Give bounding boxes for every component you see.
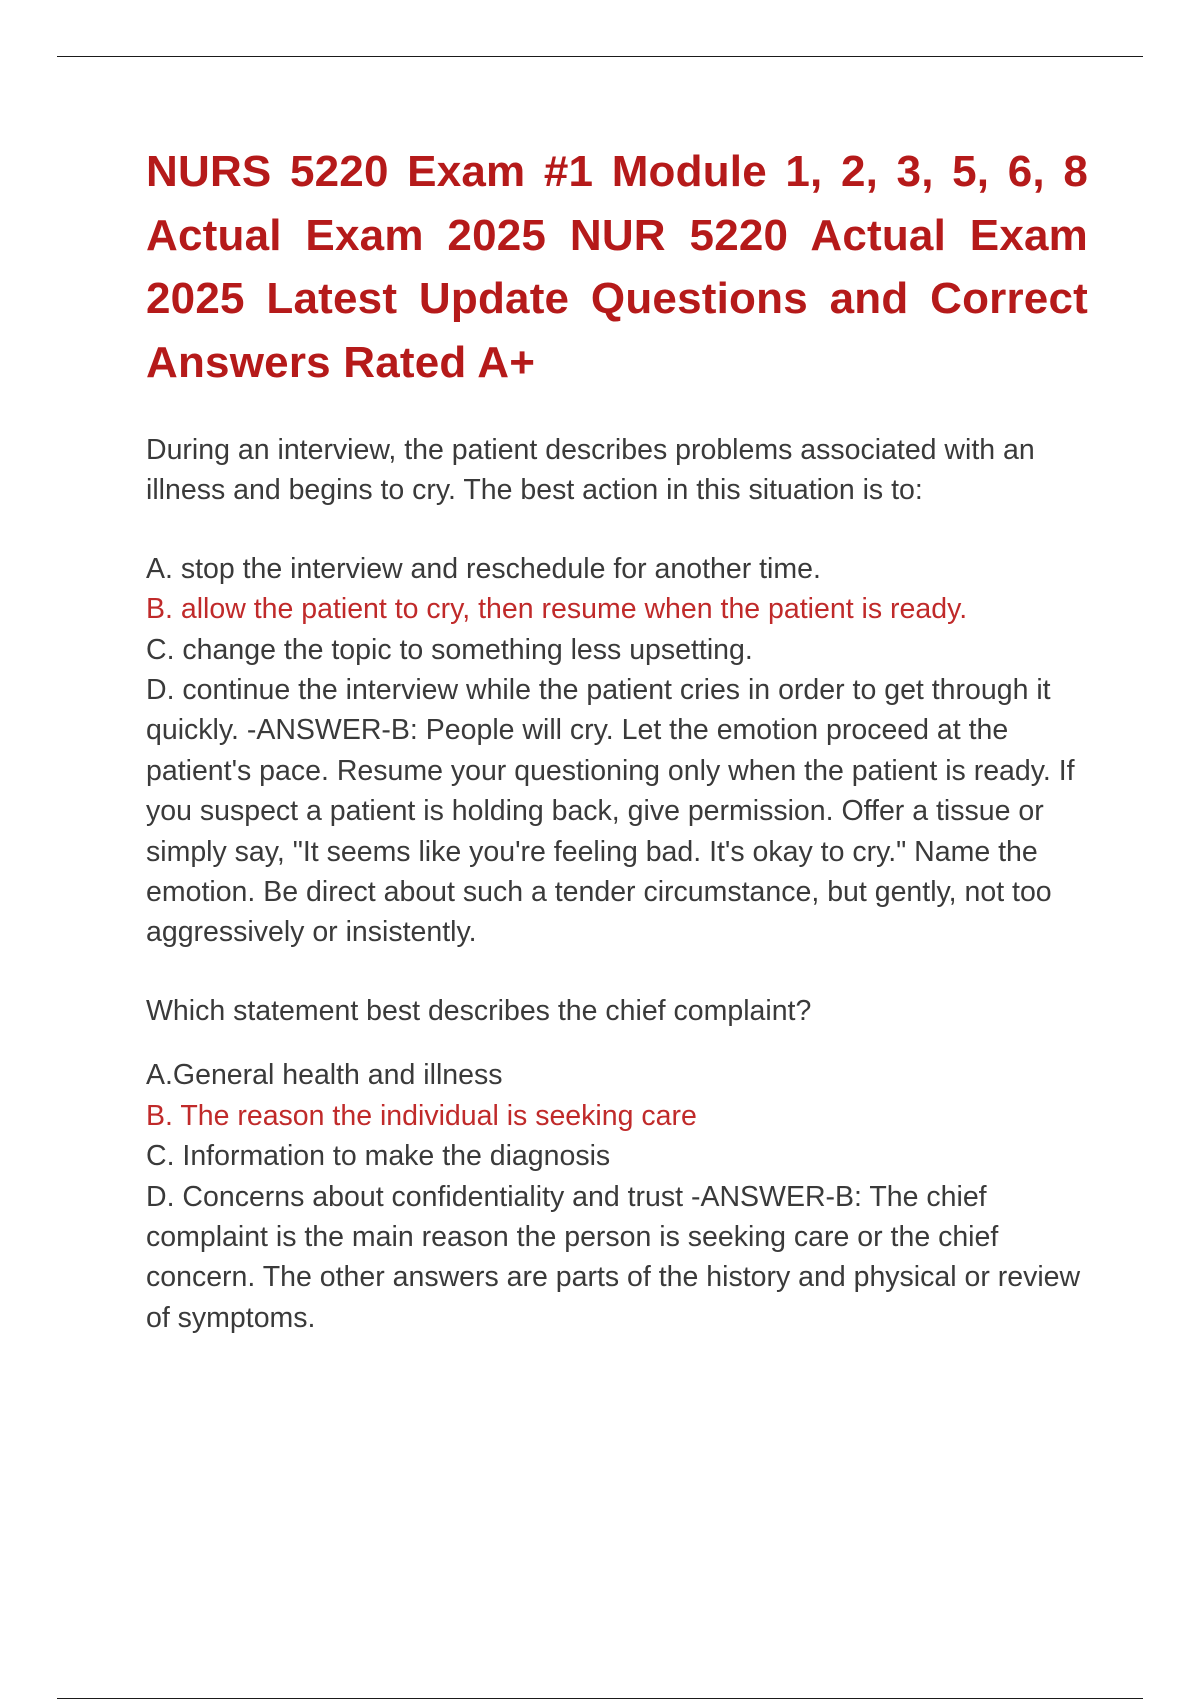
spacer (146, 1031, 1088, 1055)
option-c: C. Information to make the diagnosis (146, 1140, 611, 1173)
option-b-correct: B. allow the patient to cry, then resume when the patient is ready. (146, 593, 968, 626)
top-rule (57, 56, 1143, 57)
option-c: C. change the topic to something less upsetting. (146, 633, 753, 666)
spacer (146, 953, 1088, 991)
option-a: A. stop the interview and reschedule for another time. (146, 552, 821, 585)
option-b-correct: B. The reason the individual is seeking care (146, 1099, 697, 1132)
spacer (146, 511, 1088, 549)
document-title: NURS 5220 Exam #1 Module 1, 2, 3, 5, 6, 8 Actual Exam 2025 NUR 5220 Actual Exam 2025 Latest Update Questions and Correct Answers Rated A+ (146, 147, 1088, 387)
option-d-and-answer: D. continue the interview while the patient cries in order to get through it quickly. -ANSWER-B: People will cry. Let the emotion proceed at the patient's pace. Resume your questioning only when the patient is ready. If you suspect a patient is holding back, give permission. Offer a tissue or simply say, "It seems like you're feeling bad. It's okay to cry." Name the emotion. Be direct about such a tender circumstance, but gently, not too aggressively or insistently. (146, 674, 1075, 949)
option-a: A.General health and illness (146, 1059, 503, 1092)
bottom-rule (57, 1698, 1143, 1699)
question-block-2 (146, 991, 1088, 1338)
document-body (146, 140, 1088, 1338)
question-stem: During an interview, the patient describes problems associated with an illness and begins to cry. The best action in this situation is to: (146, 434, 1035, 507)
question-stem: Which statement best describes the chief complaint? (146, 994, 812, 1027)
question-block-1 (146, 430, 1088, 953)
option-d-and-answer: D. Concerns about confidentiality and trust -ANSWER-B: The chief complaint is the main reason the person is seeking care or the chief concern. The other answers are parts of the history and physical or review of symptoms. (146, 1180, 1081, 1334)
